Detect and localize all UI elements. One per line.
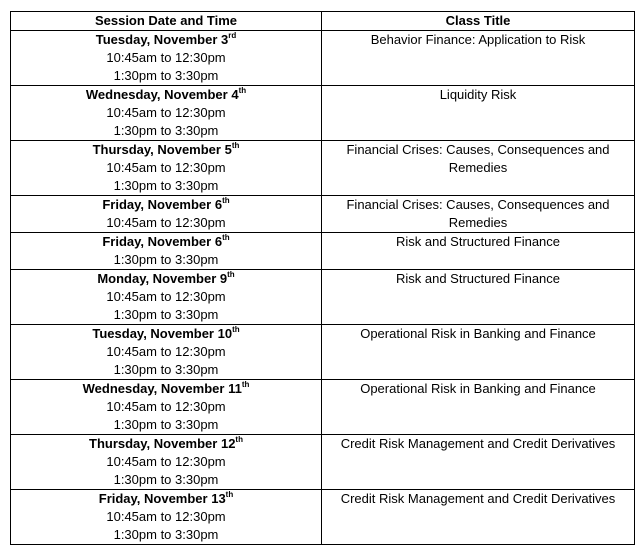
session-cell [11, 270, 322, 325]
time-slot: 10:45am to 12:30pm [106, 160, 226, 175]
class-title: Credit Risk Management and Credit Derivatives [322, 435, 635, 490]
time-slot: 10:45am to 12:30pm [106, 105, 226, 120]
table-row [11, 270, 635, 325]
table-row [11, 31, 635, 86]
session-cell [11, 31, 322, 86]
session-day: Tuesday, November 10th [92, 324, 240, 341]
time-slot: 1:30pm to 3:30pm [113, 178, 219, 193]
session-cell [11, 86, 322, 141]
header-row [11, 12, 635, 31]
header-session-date-time: Session Date and Time [11, 12, 322, 31]
time-slot: 1:30pm to 3:30pm [113, 417, 219, 432]
session-schedule-table [10, 11, 635, 545]
session-cell [11, 435, 322, 490]
session-cell [11, 196, 322, 233]
session-day: Friday, November 6th [102, 195, 230, 212]
time-slot: 10:45am to 12:30pm [106, 215, 226, 230]
class-title: Behavior Finance: Application to Risk [322, 31, 635, 86]
class-title: Credit Risk Management and Credit Derivatives [322, 490, 635, 545]
session-day: Wednesday, November 4th [85, 85, 247, 102]
session-cell [11, 325, 322, 380]
session-cell [11, 141, 322, 196]
session-day: Thursday, November 12th [89, 434, 243, 451]
time-slot: 1:30pm to 3:30pm [113, 252, 219, 267]
time-slot: 10:45am to 12:30pm [106, 454, 226, 469]
class-title: Financial Crises: Causes, Consequences and Remedies [322, 141, 635, 196]
table-row [11, 490, 635, 545]
time-slot: 10:45am to 12:30pm [106, 289, 226, 304]
table-row [11, 196, 635, 233]
session-day: Friday, November 6th [102, 232, 230, 249]
session-day: Monday, November 9th [97, 269, 235, 286]
time-slot: 10:45am to 12:30pm [106, 344, 226, 359]
time-slot: 10:45am to 12:30pm [106, 399, 226, 414]
table-row [11, 233, 635, 270]
session-day: Wednesday, November 11th [82, 379, 250, 396]
table-row [11, 86, 635, 141]
session-day: Friday, November 13th [98, 489, 234, 506]
class-title: Financial Crises: Causes, Consequences and Remedies [322, 196, 635, 233]
session-day: Tuesday, November 3rd [95, 30, 237, 47]
time-slot: 1:30pm to 3:30pm [113, 307, 219, 322]
session-cell [11, 233, 322, 270]
time-slot: 1:30pm to 3:30pm [113, 68, 219, 83]
table-row [11, 380, 635, 435]
time-slot: 1:30pm to 3:30pm [113, 123, 219, 138]
table-row [11, 435, 635, 490]
class-title: Risk and Structured Finance [322, 270, 635, 325]
class-title: Operational Risk in Banking and Finance [322, 325, 635, 380]
header-class-title: Class Title [322, 12, 635, 31]
time-slot: 1:30pm to 3:30pm [113, 527, 219, 542]
session-cell [11, 380, 322, 435]
time-slot: 10:45am to 12:30pm [106, 509, 226, 524]
class-title: Operational Risk in Banking and Finance [322, 380, 635, 435]
time-slot: 1:30pm to 3:30pm [113, 472, 219, 487]
session-day: Thursday, November 5th [92, 140, 240, 157]
time-slot: 1:30pm to 3:30pm [113, 362, 219, 377]
class-title: Liquidity Risk [322, 86, 635, 141]
time-slot: 10:45am to 12:30pm [106, 50, 226, 65]
table-row [11, 141, 635, 196]
session-cell [11, 490, 322, 545]
class-title: Risk and Structured Finance [322, 233, 635, 270]
table-row [11, 325, 635, 380]
